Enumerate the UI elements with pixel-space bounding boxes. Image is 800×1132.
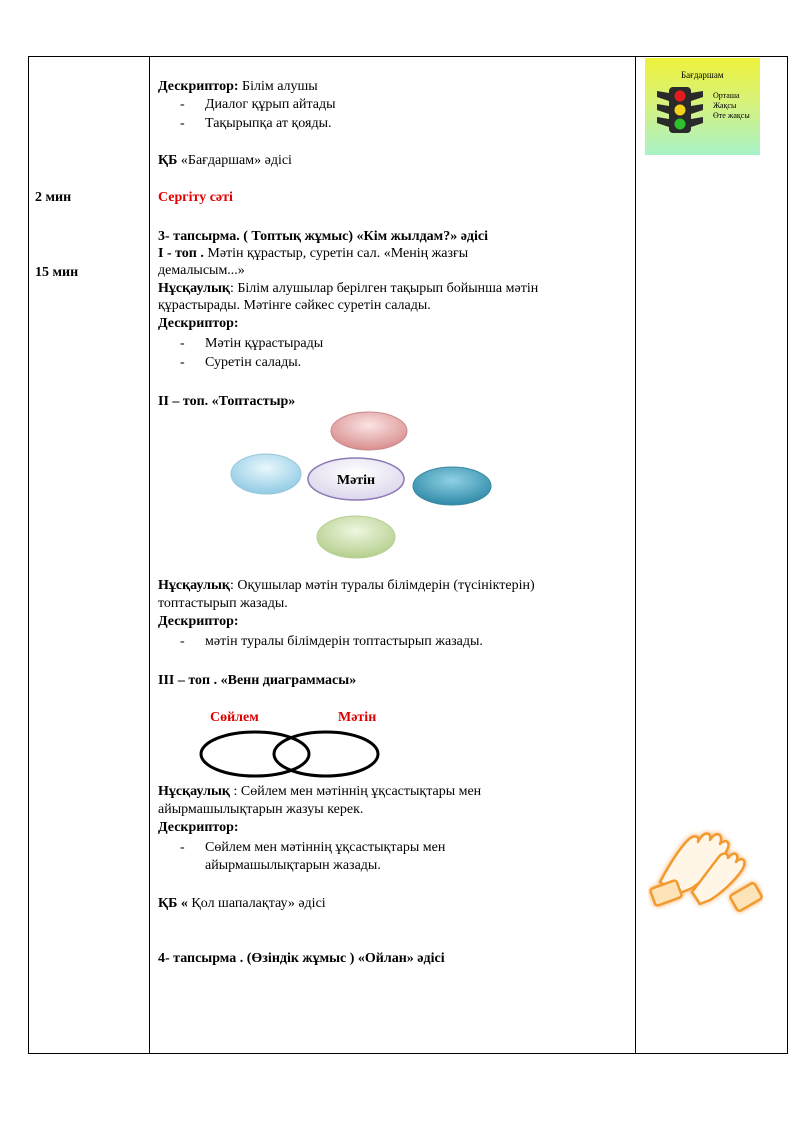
traffic-label: Жақсы — [713, 101, 737, 110]
traffic-card-title: Бағдаршам — [681, 70, 724, 80]
traffic-label: Орташа — [713, 91, 740, 100]
column-divider — [635, 57, 636, 1053]
descriptor-label: Дескриптор: — [158, 316, 239, 331]
instruction-line-2: айырмашылықтарын жазуы керек. — [158, 802, 364, 817]
cluster-left — [231, 454, 301, 494]
venn-right-circle — [274, 732, 378, 776]
venn-left-label: Сөйлем — [210, 710, 259, 725]
instruction-line-2: топтастырып жазады. — [158, 596, 288, 611]
kb-line — [158, 153, 292, 169]
kb-label: ҚБ — [158, 153, 178, 168]
descriptor-text: Білім алушы — [238, 79, 318, 94]
traffic-light-icon — [655, 85, 705, 135]
time-15min: 15 мин — [35, 265, 79, 280]
kb-line: ҚБ « Қол шапалақтау» әдісі — [158, 896, 326, 911]
venn-right-label: Мәтін — [338, 710, 377, 725]
group3-title: ІІІ – топ . «Венн диаграммасы» — [158, 673, 357, 688]
cluster-top — [331, 412, 407, 450]
instruction-line: Нұсқаулық: Білім алушылар берілген тақырып бойынша мәтін — [158, 281, 539, 296]
time-2min: 2 мин — [35, 190, 72, 205]
descriptor-label: Дескриптор: — [158, 614, 239, 629]
kb-text: «Бағдаршам» әдісі — [177, 153, 292, 168]
break-title: Сергіту сәті — [158, 190, 233, 205]
cluster-diagram — [225, 405, 495, 565]
column-divider — [149, 57, 150, 1053]
task4-title: 4- тапсырма . (Өзіндік жұмыс ) «Ойлан» әдісі — [158, 951, 445, 966]
descriptor-label: Дескриптор: — [158, 79, 239, 94]
descriptor-label: Дескриптор: — [158, 820, 239, 835]
group1-line: І - топ . Мәтін құрастыр, суретін сал. «Менің жазғы — [158, 246, 469, 261]
group1-line-2: демалысым...» — [158, 263, 245, 278]
traffic-label: Өте жақсы — [713, 111, 750, 120]
venn-diagram — [195, 705, 395, 785]
cluster-right — [413, 467, 491, 505]
task3-title: 3- тапсырма. ( Топтық жұмыс) «Кім жылдам?» әдісі — [158, 229, 488, 244]
cluster-center-label: Мәтін — [336, 473, 376, 488]
instruction-line: Нұсқаулық : Сөйлем мен мәтіннің ұқсастықтары мен — [158, 784, 482, 799]
clapping-hands-icon — [648, 822, 763, 917]
instruction-line: Нұсқаулық: Оқушылар мәтін туралы білімдерін (түсініктерін) — [158, 578, 535, 593]
group2-title: ІІ – топ. «Топтастыр» — [158, 394, 296, 409]
cluster-bottom — [317, 516, 395, 558]
descriptor-line — [158, 79, 318, 95]
instruction-line-2: құрастырады. Мәтінге сәйкес суретін салады. — [158, 298, 431, 313]
traffic-light-card — [645, 58, 760, 155]
